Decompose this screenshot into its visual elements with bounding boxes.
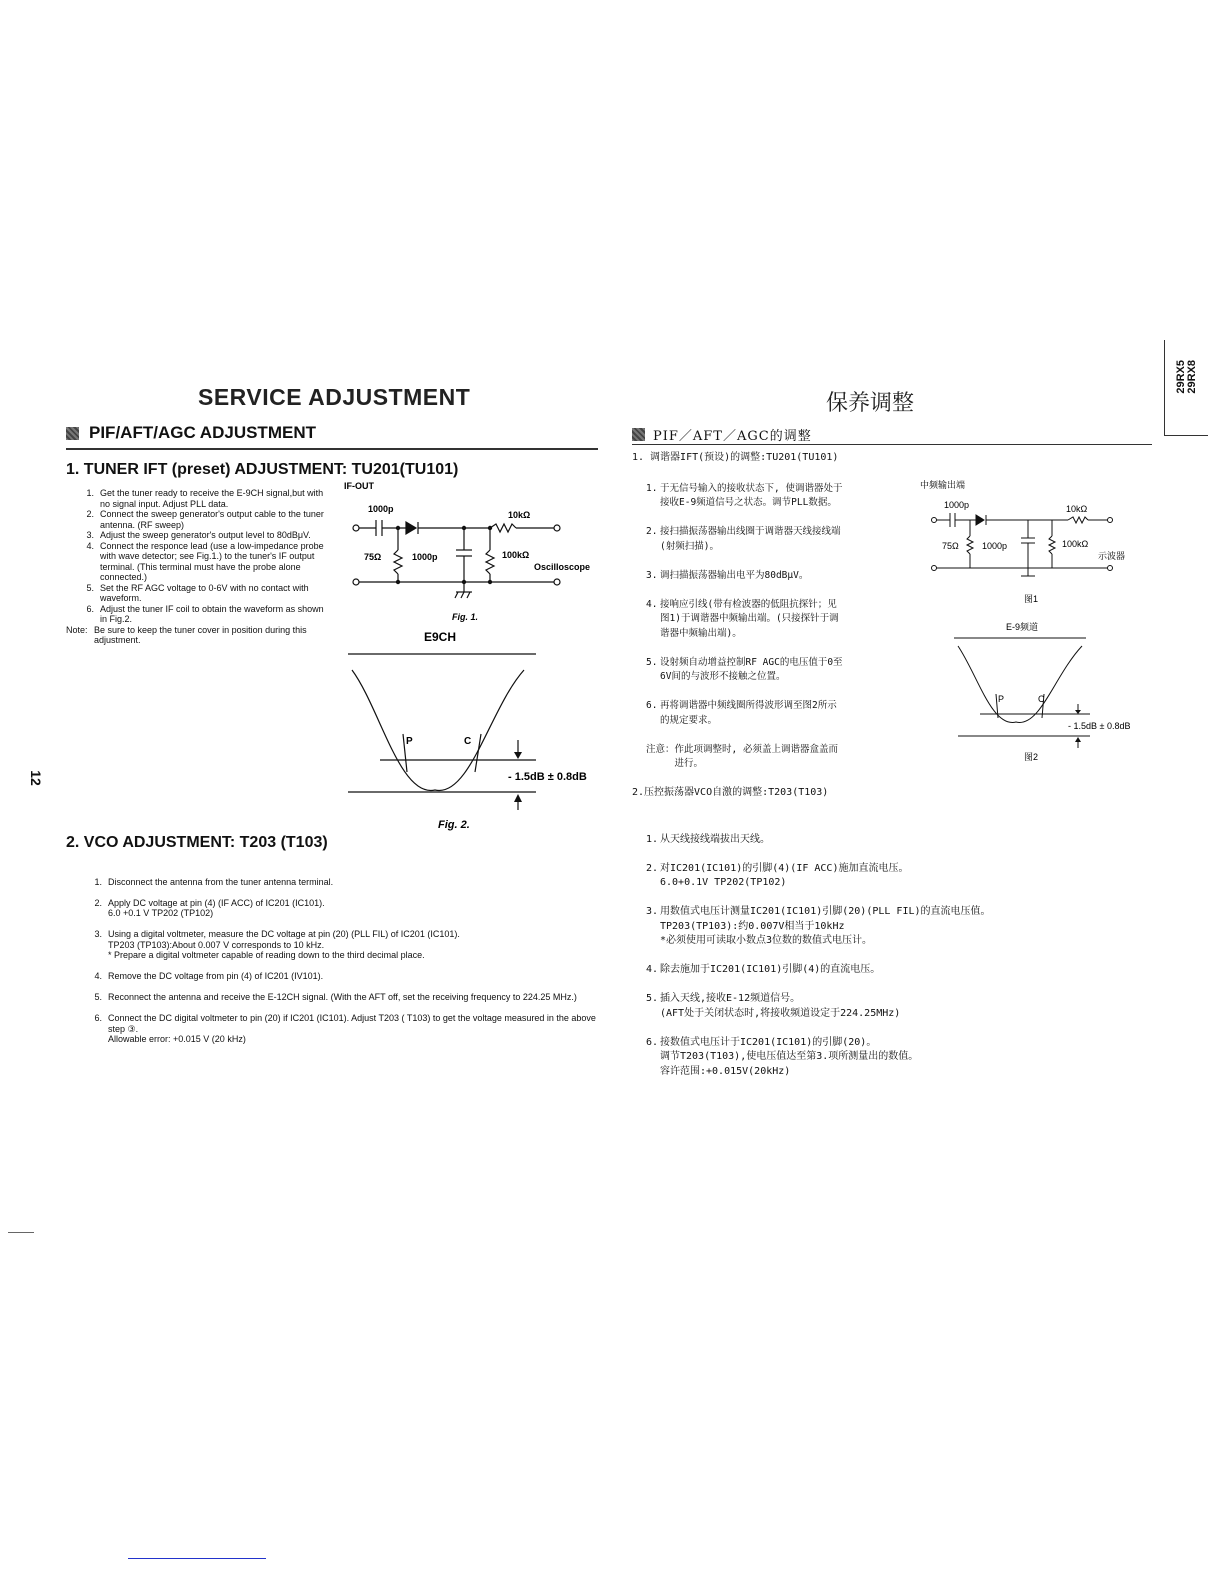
resistor-label: 75Ω: [942, 541, 959, 551]
vco-steps-en: [80, 866, 600, 1055]
section-rule-en: [66, 448, 598, 450]
list-item: 6. 再将调谐器中频线圈所得波形调至图2所示 的规定要求。: [646, 700, 837, 726]
vco-heading-cn: 2.压控振荡器VCO自激的调整:T203(T103): [632, 787, 829, 798]
list-item: 2. Apply DC voltage at pin (4) (IF ACC) of IC201 (IC101). 6.0 +0.1 V TP202 (TP102): [94, 897, 325, 918]
oscilloscope-label: Oscilloscope: [534, 562, 591, 572]
tuner-ift-heading-en: 1. TUNER IFT (preset) ADJUSTMENT: TU201(TU101): [66, 461, 459, 478]
list-item: 1. 从天线接线端拔出天线。: [646, 833, 770, 845]
section-title-cn: PIF／AFT／AGC的调整: [653, 429, 812, 444]
fig2-waveform-cn: [950, 636, 1150, 766]
tuner-steps-cn: [646, 467, 916, 786]
c-marker: C: [464, 736, 472, 747]
list-item: 4. 接响应引线(带有检波器的低阻抗探针；见 图1)于调谐器中频输出端。(只接探针于调 谐器中频输出端)。: [646, 598, 839, 639]
list-item: 4. Remove the DC voltage from pin (4) of IC201 (IV101).: [94, 971, 324, 981]
list-item: 4. 除去施加于IC201(IC101)引脚(4)的直流电压。: [646, 964, 881, 975]
list-item: 6. Adjust the tuner IF coil to obtain the waveform as shown in Fig.2.: [86, 603, 324, 624]
p-marker: P: [998, 694, 1005, 704]
resistor-label: 75Ω: [364, 552, 382, 562]
vco-heading-en: 2. VCO ADJUSTMENT: T203 (T103): [66, 834, 328, 851]
list-item: 3. Adjust the sweep generator's output level to 80dBμV.: [86, 530, 311, 540]
section-heading-en: [66, 423, 316, 443]
resistor-label: 10kΩ: [508, 510, 531, 520]
side-tab-border: [1164, 340, 1165, 436]
channel-label: E9CH: [424, 630, 457, 644]
list-item: 3. 调扫描振荡器输出电平为80dBμV。: [646, 569, 809, 581]
tuner-steps-en: [66, 488, 328, 646]
figure-caption: Fig. 1.: [452, 612, 479, 622]
oscilloscope-label: 示波器: [1098, 551, 1126, 561]
tuner-ift-heading-cn: 1. 调谐器IFT(预设)的调整:TU201(TU101): [632, 452, 839, 463]
list-item: 5. 设射频自动增益控制RF AGC的电压值于0至 6V间的与波形不接触之位置。: [646, 656, 843, 682]
fig1-circuit-cn: [920, 476, 1140, 636]
list-item: 5. Reconnect the antenna and receive the E-12CH signal. (With the AFT off, set the receiving frequency to 224.25 MHz.): [94, 992, 577, 1002]
figure-caption: Fig. 2.: [438, 819, 470, 831]
vco-steps-cn: [646, 818, 1066, 1094]
side-tab-border: [1164, 435, 1208, 436]
list-item: 2. 对IC201(IC101)的引脚(4)(IF ACC)施加直流电压。 6.0+0.1V TP202(TP102): [646, 862, 909, 888]
page-title-cn: 保养调整: [826, 391, 915, 416]
if-out-label: 中频输出端: [920, 480, 966, 490]
list-item: 5. Set the RF AGC voltage to 0-6V with no contact with waveform.: [86, 582, 309, 603]
if-out-label: IF-OUT: [344, 481, 374, 491]
channel-label: E-9频道: [1006, 622, 1039, 632]
section-heading-cn: [632, 425, 812, 444]
section-square-icon: [632, 428, 645, 441]
model-label: 29RX5 29RX8: [1175, 360, 1198, 394]
scan-mark: [8, 1232, 34, 1233]
note: Note: Be sure to keep the tuner cover in position during this adjustment.: [66, 624, 307, 645]
level-label: - 1.5dB ± 0.8dB: [508, 771, 587, 783]
list-item: 6. Connect the DC digital voltmeter to pin (20) if IC201 (IC101). Adjust T203 ( T103) to get the voltage measured in the above step ③. Allowable error: +0.015 V (20 kHz): [94, 1013, 596, 1044]
note: 注意：作此项调整时, 必须盖上调谐器盒盖而 进行。: [646, 743, 838, 769]
list-item: 6. 接数值式电压计于IC201(IC101)的引脚(20)。 调节T203(T103),使电压值达至第3.项所测量出的数值。 容许范围:+0.015V(20kHz): [646, 1036, 919, 1077]
scan-mark: [128, 1558, 266, 1559]
section-title-en: PIF/AFT/AGC ADJUSTMENT: [89, 423, 316, 442]
list-item: 1. Disconnect the antenna from the tuner antenna terminal.: [94, 876, 334, 887]
figure-caption: 图1: [1024, 594, 1039, 604]
capacitor-label: 1000p: [982, 541, 1008, 551]
c-marker: C: [1038, 694, 1045, 704]
list-item: 3. 用数值式电压计测量IC201(IC101)引脚(20)(PLL FIL)的直流电压值。 TP203(TP103):约0.007V相当于10kHz *必须使用可读取小数点3位数的数值式电压计。: [646, 906, 991, 946]
resistor-label: 100kΩ: [502, 550, 530, 560]
figure-caption: 图2: [1024, 752, 1039, 762]
section-rule-cn: [632, 444, 1152, 445]
list-item: 2. Connect the sweep generator's output cable to the tuner antenna. (RF sweep): [86, 509, 324, 530]
capacitor-label: 1000p: [412, 552, 438, 562]
page-number: 12: [27, 770, 44, 786]
list-item: 1. 于无信号输入的接收状态下, 使调谐器处于 接收E-9频道信号之状态。调节PLL数据。: [646, 482, 843, 508]
p-marker: P: [406, 736, 413, 747]
fig1-circuit-en: [340, 478, 610, 658]
capacitor-label: 1000p: [368, 504, 394, 514]
page-title-en: SERVICE ADJUSTMENT: [198, 384, 471, 410]
capacitor-label: 1000p: [944, 500, 970, 510]
list-item: 2. 接扫描振荡器输出线圈于调谐器天线接线端 (射频扫描)。: [646, 526, 841, 552]
list-item: 3. Using a digital voltmeter, measure the DC voltage at pin (20) (PLL FIL) of IC201 (IC101). TP203 (TP103):About 0.007 V corresponds to 10 kHz. * Prepare a digital voltmeter capable of reading down to the third decimal place.: [94, 929, 460, 960]
list-item: 5. 插入天线,接收E-12频道信号。 (AFT处于关闭状态时,将接收频道设定于224.25MHz): [646, 993, 901, 1019]
level-label: - 1.5dB ± 0.8dB: [1068, 721, 1131, 731]
resistor-label: 100kΩ: [1062, 539, 1089, 549]
fig2-waveform-en: [340, 648, 610, 838]
resistor-label: 10kΩ: [1066, 504, 1088, 514]
list-item: 4. Connect the responce lead (use a low-impedance probe with wave detector; see Fig.1.) to the tuner's IF output terminal. (This terminal must have the probe alone connected.): [86, 540, 324, 582]
list-item: 1. Get the tuner ready to receive the E-9CH signal,but with no signal input. Adjust PLL data.: [86, 488, 324, 509]
section-square-icon: [66, 427, 79, 440]
